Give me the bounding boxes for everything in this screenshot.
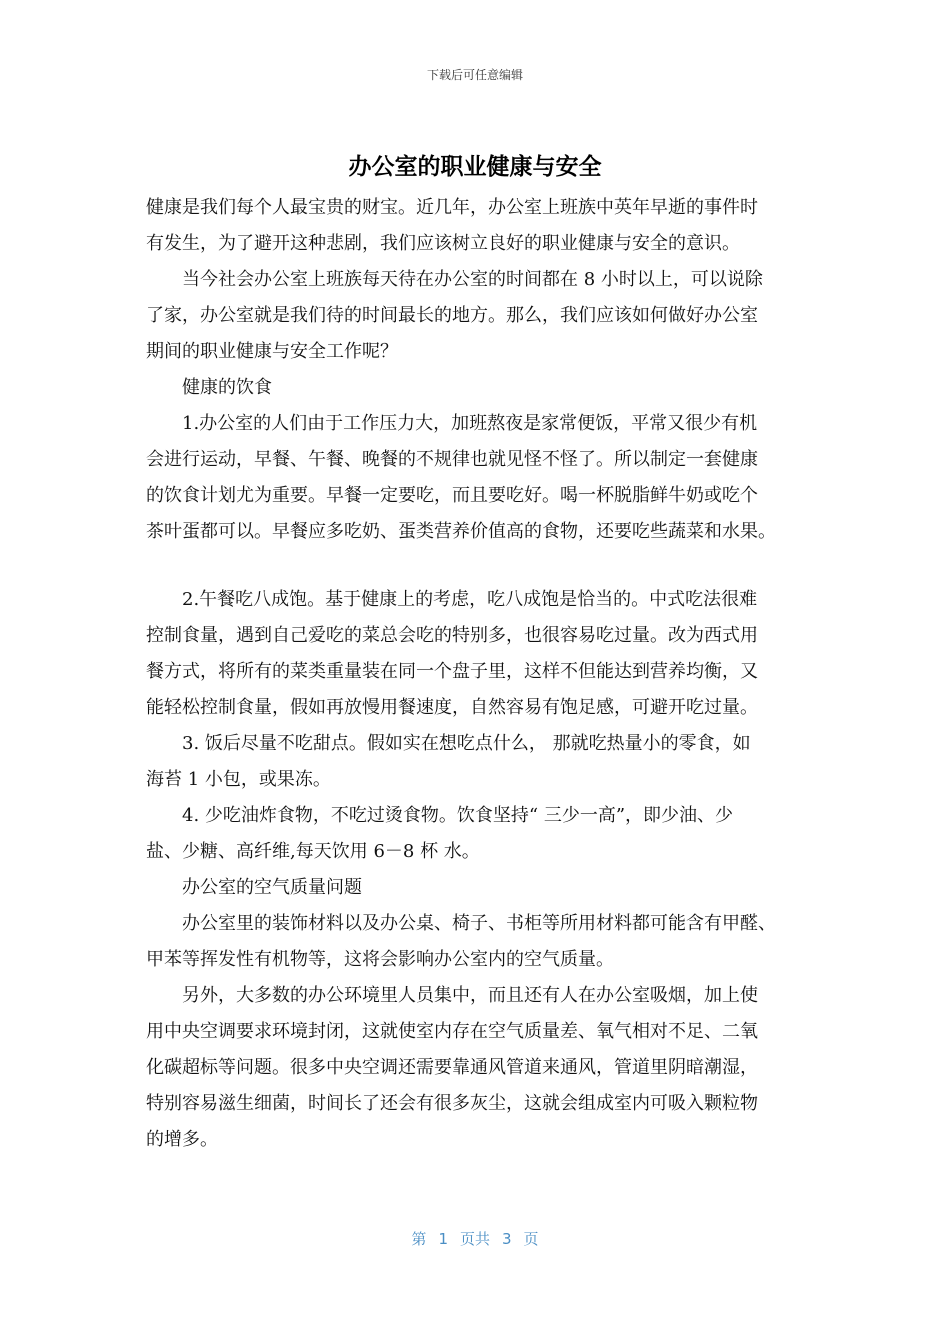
text-line: 有发生，为了避开这种悲剧，我们应该树立良好的职业健康与安全的意识。 [146,233,740,254]
text-line: 4. 少吃油炸食物，不吃过烫食物。饮食坚持“ 三少一高”，即少油、少 [182,805,734,826]
paragraph [146,726,806,798]
document-body [146,190,806,1158]
header-note: 下载后可任意编辑 [426,68,523,82]
text-line: 健康是我们每个人最宝贵的财宝。近几年，办公室上班族中英年早逝的事件时 [146,197,758,218]
footer-suffix: 页 [523,1230,539,1248]
footer-total-pages: 3 [502,1230,512,1248]
document-title: 办公室的职业健康与安全 [348,154,602,180]
footer-page-number: 1 [438,1230,448,1248]
text-line: 健康的饮食 [182,377,272,398]
text-line: 能轻松控制食量，假如再放慢用餐速度，自然容易有饱足感，可避开吃过量。 [146,697,758,718]
paragraph [146,870,806,906]
text-line: 的饮食计划尤为重要。早餐一定要吃，而且要吃好。喝一杯脱脂鲜牛奶或吃个 [146,485,758,506]
text-line: 办公室里的装饰材料以及办公桌、椅子、书柜等所用材料都可能含有甲醛、 [182,913,776,934]
paragraph [146,370,806,406]
text-line: 控制食量，遇到自己爱吃的菜总会吃的特别多，也很容易吃过量。改为西式用 [146,625,758,646]
paragraph [146,978,806,1158]
paragraph-gap [146,550,806,582]
text-line: 用中央空调要求环境封闭，这就使室内存在空气质量差、氧气相对不足、二氧 [146,1021,758,1042]
text-line: 了家，办公室就是我们待的时间最长的地方。那么，我们应该如何做好办公室 [146,305,758,326]
paragraph [146,190,806,262]
paragraph [146,406,806,550]
text-line: 2.午餐吃八成饱。基于健康上的考虑，吃八成饱是恰当的。中式吃法很难 [182,589,758,610]
text-line: 化碳超标等问题。很多中央空调还需要靠通风管道来通风，管道里阴暗潮湿， [146,1057,758,1078]
text-line: 3. 饭后尽量不吃甜点。假如实在想吃点什么， 那就吃热量小的零食，如 [182,733,751,754]
page-footer [0,1228,950,1249]
paragraph [146,798,806,870]
text-line: 海苔 1 小包，或果冻。 [146,769,331,790]
text-line: 甲苯等挥发性有机物等，这将会影响办公室内的空气质量。 [146,949,614,970]
text-line: 办公室的空气质量问题 [182,877,362,898]
text-line: 期间的职业健康与安全工作呢？ [146,341,398,362]
text-line: 茶叶蛋都可以。早餐应多吃奶、蛋类营养价值高的食物，还要吃些蔬菜和水果。 [146,521,776,542]
paragraph [146,262,806,370]
text-line: 盐、少糖、高纤维,每天饮用 6－8 杯 水。 [146,841,480,862]
text-line: 当今社会办公室上班族每天待在办公室的时间都在 8 小时以上，可以说除 [182,269,763,290]
paragraph [146,906,806,978]
paragraph [146,582,806,726]
text-line: 1.办公室的人们由于工作压力大，加班熬夜是家常便饭，平常又很少有机 [182,413,758,434]
text-line: 的增多。 [146,1129,218,1150]
footer-prefix: 第 [411,1230,427,1248]
text-line: 另外，大多数的办公环境里人员集中，而且还有人在办公室吸烟，加上使 [182,985,758,1006]
text-line: 会进行运动，早餐、午餐、晚餐的不规律也就见怪不怪了。所以制定一套健康 [146,449,758,470]
text-line: 特别容易滋生细菌，时间长了还会有很多灰尘，这就会组成室内可吸入颗粒物 [146,1093,758,1114]
footer-middle: 页共 [459,1230,490,1248]
text-line: 餐方式，将所有的菜类重量装在同一个盘子里，这样不但能达到营养均衡，又 [146,661,758,682]
